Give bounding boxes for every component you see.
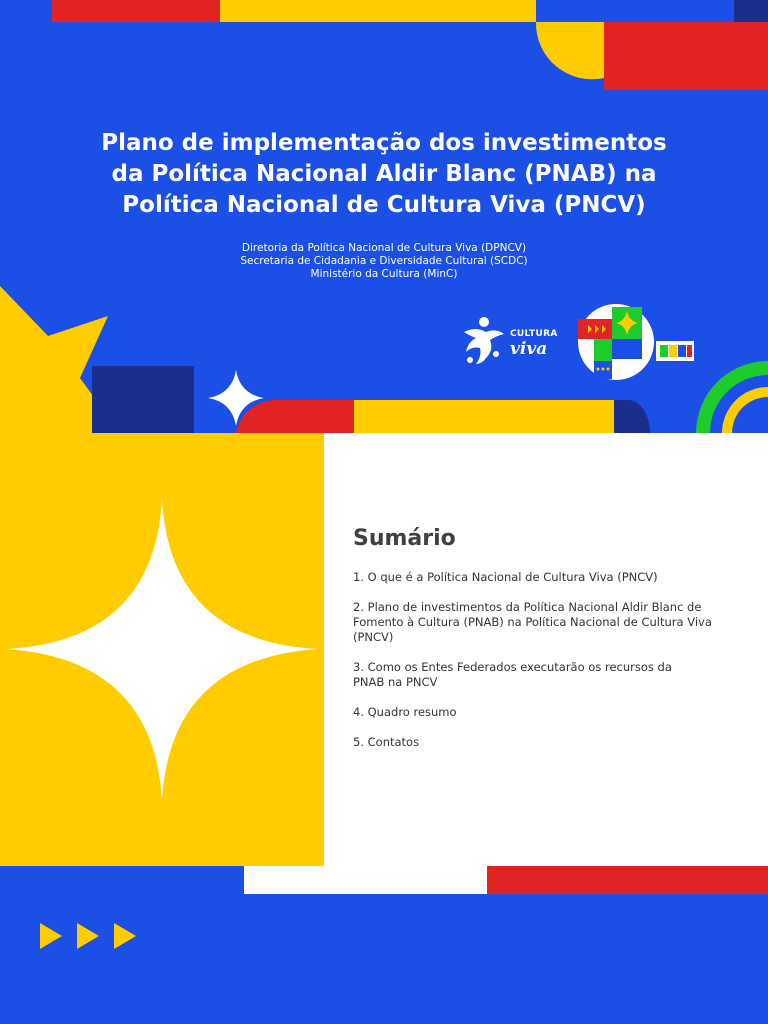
credit-line: Diretoria da Política Nacional de Cultura Viva (DPNCV) [241, 242, 527, 254]
cover-title-line: da Política Nacional Aldir Blanc (PNAB) na [111, 161, 657, 187]
cover-section [0, 0, 768, 433]
cultura-viva-logo [456, 312, 566, 368]
summary-title: Sumário [353, 526, 456, 551]
summary-item: 5. Contatos [353, 735, 420, 749]
dancer-figure-icon [456, 314, 508, 366]
credit-line: Ministério da Cultura (MinC) [310, 268, 458, 280]
government-logo [576, 303, 696, 381]
credit-line: Secretaria de Cidadania e Diversidade Cultural (SCDC) [240, 255, 528, 267]
yellow-panel [0, 433, 324, 866]
summary-section [0, 433, 768, 866]
ministerio-da-cultura-brasil-logo-icon [576, 303, 696, 381]
summary-item: 1. O que é a Política Nacional de Cultura Viva (PNCV) [353, 570, 658, 584]
summary-item: 2. Plano de investimentos da Política Nacional Aldir Blanc de Fomento à Cultura (PNAB) na Política Nacional de Cultura Viva (PNCV) [353, 600, 712, 644]
bottom-strip-decoration [0, 866, 768, 894]
triple-arrow-icon [38, 921, 142, 951]
cover-title [84, 128, 684, 221]
top-decoration [0, 0, 768, 100]
cultura-viva-logo-line1: CULTURA [510, 329, 558, 339]
cover-title-line: Plano de implementação dos investimentos [101, 130, 667, 156]
cover-title-line: Política Nacional de Cultura Viva (PNCV) [122, 192, 646, 218]
cultura-viva-logo-line2: viva [510, 339, 548, 359]
summary-item: 4. Quadro resumo [353, 705, 457, 719]
credits [184, 242, 584, 281]
summary-item: 3. Como os Entes Federados executarão os recursos da PNAB na PNCV [353, 660, 672, 689]
summary-list [353, 570, 753, 765]
footer [0, 894, 768, 1024]
white-sparkle-icon [0, 433, 324, 866]
